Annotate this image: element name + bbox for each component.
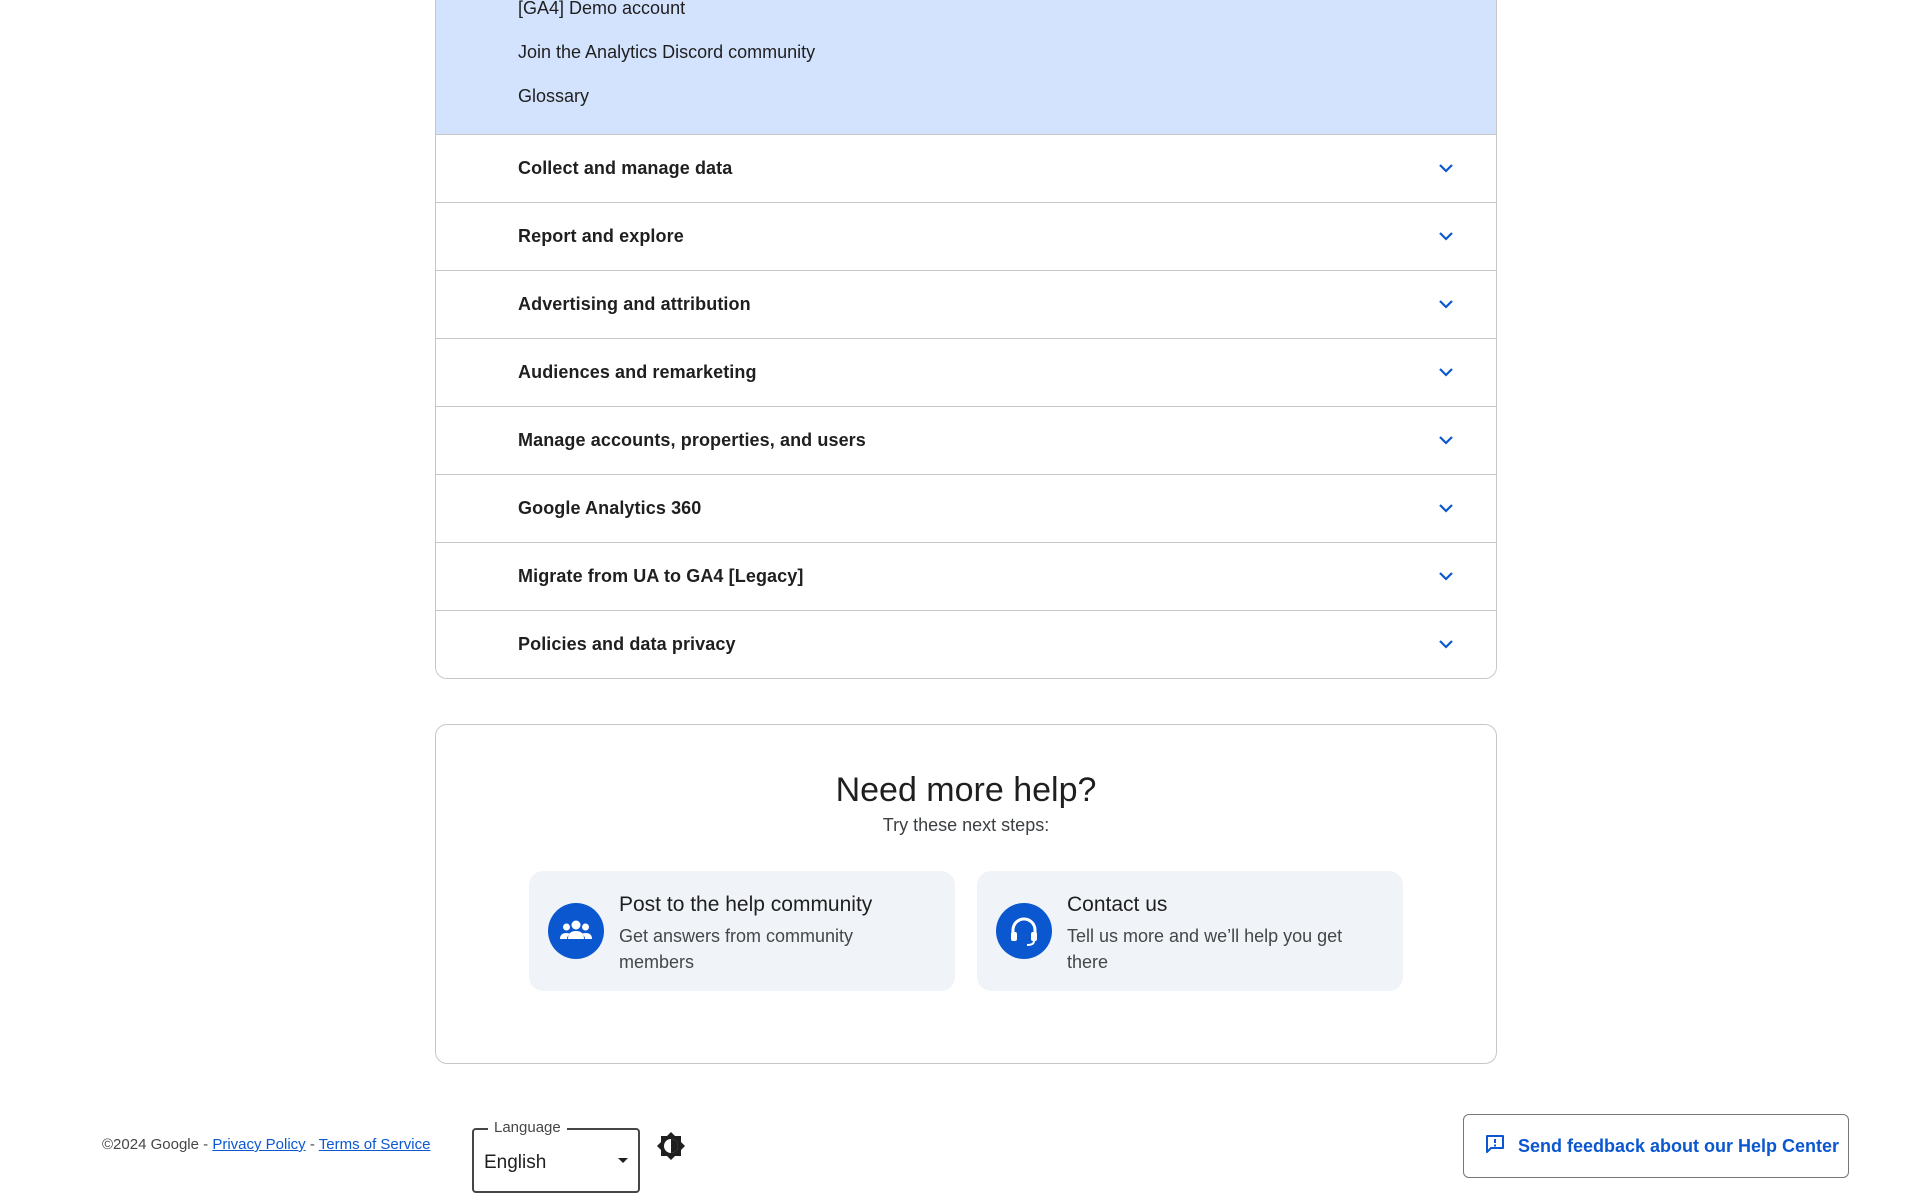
feedback-icon [1484, 1133, 1506, 1160]
accordion-item-advertising[interactable] [436, 270, 1496, 338]
privacy-policy-link[interactable]: Privacy Policy [212, 1136, 306, 1153]
language-value: English [484, 1152, 547, 1173]
chevron-down-icon [1436, 499, 1456, 519]
accordion-item-label: Audiences and remarketing [518, 362, 757, 382]
accordion-item-label: Advertising and attribution [518, 294, 751, 314]
topic-accordion [435, 0, 1497, 679]
post-community-option[interactable] [529, 871, 955, 991]
chevron-down-icon [1436, 227, 1456, 247]
footer-legal [102, 1136, 430, 1153]
option-description: Tell us more and we’ll help you get there [1067, 926, 1343, 972]
accordion-item-label: Manage accounts, properties, and users [518, 430, 866, 450]
chevron-down-icon [1436, 431, 1456, 451]
accordion-item-policies[interactable] [436, 610, 1496, 678]
accordion-item-label: Report and explore [518, 226, 684, 246]
caret-down-icon [618, 1158, 628, 1163]
accordion-item-label: Collect and manage data [518, 158, 733, 178]
footer-separator: - [198, 1136, 213, 1153]
option-description: Get answers from community members [619, 926, 854, 972]
terms-of-service-link[interactable]: Terms of Service [318, 1136, 431, 1153]
option-title: Post to the help community [619, 893, 873, 916]
accordion-item-ga360[interactable] [436, 474, 1496, 542]
chevron-down-icon [1436, 295, 1456, 315]
headset-icon [996, 903, 1052, 959]
language-select[interactable] [472, 1119, 640, 1193]
footer-separator: - [305, 1136, 319, 1153]
help-subtitle: Try these next steps: [882, 815, 1050, 835]
accordion-item-label: Google Analytics 360 [518, 498, 702, 518]
accordion-item-migrate[interactable] [436, 542, 1496, 610]
need-help-card [435, 724, 1497, 1064]
accordion-item-label: Migrate from UA to GA4 [Legacy] [518, 566, 804, 586]
chevron-down-icon [1436, 635, 1456, 655]
copyright-text: ©2024 Google [102, 1136, 199, 1153]
accordion-item-report-explore[interactable] [436, 202, 1496, 270]
link-glossary[interactable]: Glossary [518, 86, 590, 106]
contact-us-option[interactable] [977, 871, 1403, 991]
people-icon [548, 903, 604, 959]
chevron-down-icon [1436, 159, 1456, 179]
link-discord-community[interactable]: Join the Analytics Discord community [518, 42, 816, 62]
chevron-down-icon [1436, 363, 1456, 383]
accordion-item-label: Policies and data privacy [518, 634, 736, 654]
accordion-item-collect-data[interactable] [436, 134, 1496, 202]
help-title: Need more help? [835, 771, 1097, 809]
theme-toggle-icon[interactable] [656, 1131, 686, 1161]
accordion-item-audiences[interactable] [436, 338, 1496, 406]
link-demo-account[interactable]: [GA4] Demo account [518, 0, 686, 18]
accordion-item-manage-accounts[interactable] [436, 406, 1496, 474]
feedback-label: Send feedback about our Help Center [1518, 1135, 1840, 1156]
option-title: Contact us [1067, 893, 1168, 916]
language-label: Language [488, 1119, 567, 1136]
expanded-panel [436, 0, 1496, 134]
chevron-down-icon [1436, 567, 1456, 587]
send-feedback-button[interactable] [1463, 1114, 1849, 1178]
